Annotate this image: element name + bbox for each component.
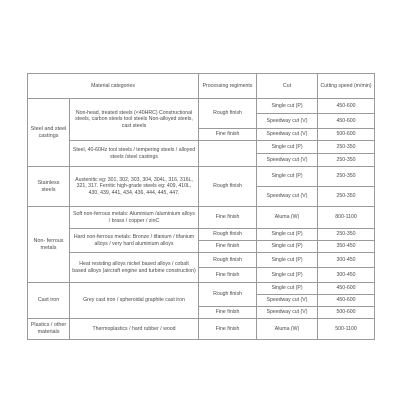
processing-cell: Fine finish	[199, 268, 257, 283]
speed-cell: 300-450	[318, 253, 375, 268]
speed-cell: 450-600	[318, 99, 375, 114]
speed-cell: 800-1100	[318, 207, 375, 229]
speed-cell: 450-600	[318, 114, 375, 129]
cut-cell: Speedway cut (V)	[257, 129, 318, 141]
material-group-cell: Heat resisting alloys nickel based alloys / cobalt based alloys (aircraft engine and turbine construction)	[70, 253, 199, 283]
cut-cell: Single cut (P)	[257, 241, 318, 253]
category-cell: Stainless steels	[28, 167, 70, 207]
cut-cell: Speedway cut (V)	[257, 307, 318, 319]
cut-cell: Single cut (P)	[257, 167, 318, 187]
cut-cell: Single cut (P)	[257, 253, 318, 268]
processing-cell: Fine finish	[199, 319, 257, 340]
speed-cell: 250-350	[318, 141, 375, 154]
processing-cell: Rough finish	[199, 99, 257, 129]
processing-cell: Fine finish	[199, 307, 257, 319]
table-row	[28, 319, 375, 340]
table-row	[28, 99, 375, 114]
processing-cell: Fine finish	[199, 241, 257, 253]
speed-cell: 250-350	[318, 229, 375, 241]
header-cut: Cut	[257, 74, 318, 99]
speed-cell: 450-600	[318, 295, 375, 307]
category-cell: Steel and steel castings	[28, 99, 70, 167]
header-row	[28, 74, 375, 99]
table-row	[28, 141, 375, 154]
material-group-cell: Austenitic eg: 301, 302, 303, 304, 304L, 316, 316L, 321, 317. Ferritic high-grade steels eg: 409, 410L, 430, 439, 441, 434, 436, 444, 445, 447.	[70, 167, 199, 207]
cut-cell: Speedway cut (V)	[257, 187, 318, 207]
cut-cell: Single cut (P)	[257, 268, 318, 283]
cut-cell: Single cut (P)	[257, 229, 318, 241]
cut-cell: Single cut (P)	[257, 99, 318, 114]
speed-cell: 500-600	[318, 129, 375, 141]
category-cell: Cast iron	[28, 283, 70, 319]
material-group-cell: Thermoplastics / hard rubber / wood	[70, 319, 199, 340]
cut-cell: Single cut (P)	[257, 141, 318, 154]
material-group-cell: Grey cast iron / spheroidal graphite cast iron	[70, 283, 199, 319]
material-group-cell: Non-head, treated steels (<40HRC) Constructional steels, carbon steels tool steels Non-alloyed steels, cast steels	[70, 99, 199, 141]
processing-cell	[199, 141, 257, 167]
material-group-cell: Hard non-ferrous metals: Bronze / tifanium / tifanium alloys / very hard aluminium alloys	[70, 229, 199, 253]
cut-cell: Aluma (W)	[257, 207, 318, 229]
table-row	[28, 229, 375, 241]
material-group-cell: Steel, 40-60Hz tool steels / tempering steels / alloyed steels /steel castings	[70, 141, 199, 167]
processing-cell: Rough finish	[199, 253, 257, 268]
processing-cell: Rough finish	[199, 229, 257, 241]
speed-cell: 350-450	[318, 241, 375, 253]
header-processing-regiments: Processing regiments	[199, 74, 257, 99]
cut-cell: Single cut (P)	[257, 283, 318, 295]
table-row	[28, 167, 375, 187]
processing-cell: Fine finish	[199, 207, 257, 229]
cutting-speed-table	[27, 73, 375, 340]
cut-cell: Speedway cut (V)	[257, 154, 318, 167]
processing-cell: Rough finish	[199, 283, 257, 307]
speed-cell: 500-1100	[318, 319, 375, 340]
header-cutting-speed: Cutting speed (m/min)	[318, 74, 375, 99]
table-row	[28, 253, 375, 268]
processing-cell: Rough finish	[199, 167, 257, 207]
table-row	[28, 207, 375, 229]
category-cell: Non- ferrous metals	[28, 207, 70, 283]
speed-cell: 450-600	[318, 283, 375, 295]
speed-cell: 250-350	[318, 187, 375, 207]
speed-cell: 500-600	[318, 307, 375, 319]
cut-cell: Speedway cut (V)	[257, 114, 318, 129]
header-material-categories: Material categories	[28, 74, 199, 99]
processing-cell: Fine finish	[199, 129, 257, 141]
cut-cell: Speedway cut (V)	[257, 295, 318, 307]
speed-cell: 300-450	[318, 268, 375, 283]
category-cell: Plastics / other materials	[28, 319, 70, 340]
material-group-cell: Soft non-ferrous metals: Aluminium /aluminium alloys / brass / copper / zinC	[70, 207, 199, 229]
cut-cell: Aluma (W)	[257, 319, 318, 340]
speed-cell: 250-350	[318, 167, 375, 187]
speed-cell: 250-350	[318, 154, 375, 167]
table-row	[28, 283, 375, 295]
